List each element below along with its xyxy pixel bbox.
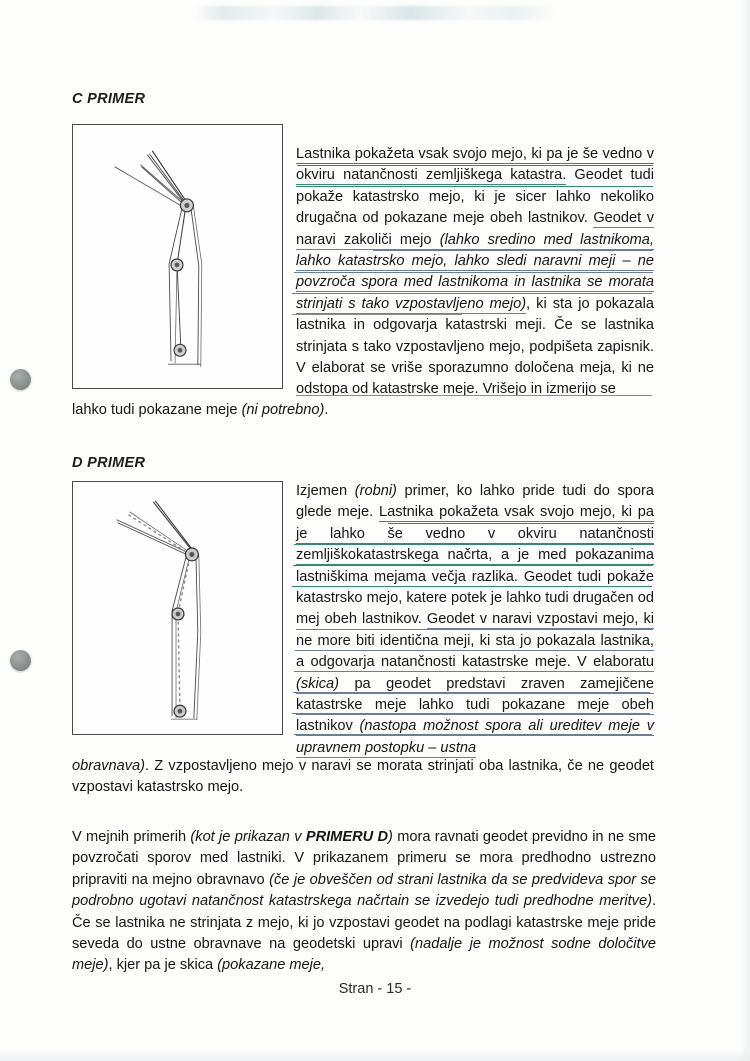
scan-artifact-right-edge	[740, 0, 750, 1061]
section-heading-d: D PRIMER	[72, 455, 146, 471]
section-c-body-text: Lastnika pokažeta vsak svojo mejo, ki pa je še vedno v okviru natančnosti zemljiškega katastra. Geodet tudi pokaže katastrsko mejo, ki je sicer lahko nekoliko drugačna od pokazane meje obeh lastnikov. Geodet v naravi zakoliči mejo (lahko sredino med lastnikoma, lahko katastrsko mejo, lahko sledi naravni meji – ne povzroča spora med lastnikoma in lastnika se morata strinjati s tako vzpostavljeno mejo), ki sta jo pokazala lastnika in odgovarja katastrski meji. Če se lastnika strinjata s tako vzpostavljeno mejo, podpišeta zapisnik. V elaborat se vriše sporazumno določena meja, ki ne odstopa od katastrske meje. Vrišejo in izmerijo se	[296, 146, 654, 398]
section-d-tail-text: obravnava). Z vzpostavljeno mejo v naravi se morata strinjati oba lastnika, če ne geodet vzpostavi katastrsko mejo.	[72, 758, 654, 796]
section-heading-c: C PRIMER	[72, 91, 146, 107]
section-d-body-text: Izjemen (robni) primer, ko lahko pride tudi do spora glede meje. Lastnika pokažeta vsak svojo mejo, ki pa je lahko še vedno v okviru natančnosti zemljiškokatastrskega načrta, a je med pokazanima lastniškima mejama večja razlika. Geodet tudi pokaže katastrsko mejo, katere potek je lahko tudi drugačen od mej obeh lastnikov. Geodet v naravi vzpostavi mejo, ki ne more biti identična meji, ki sta jo pokazala lastnika, a odgovarja natančnosti katastrske meje. V elaboratu (skica) pa geodet predstavi zraven zamejičene katastrske meje lahko tudi pokazane meje obeh lastnikov (nastopa možnost spora ali ureditev meje v upravnem postopku – ustna	[296, 483, 655, 756]
page-footer: Stran - 15 -	[338, 981, 412, 997]
boundary-sketch-d	[72, 481, 283, 735]
binder-punch-hole	[10, 650, 31, 671]
boundary-sketch-c	[72, 124, 283, 389]
section-c-tail-text: lahko tudi pokazane meje (ni potrebno).	[72, 402, 329, 418]
scan-artifact-top	[195, 6, 555, 20]
closing-paragraph: V mejnih primerih (kot je prikazan v PRIMERU D) mora ravnati geodet previdno in ne sme povzročati sporov med lastniki. V prikazanem primeru se mora predhodno ustrezno pripraviti na mejno obravnavo (če je obveščen od strani lastnika da se predvideva spor se podrobno ugotavi natančnost katastrskega načrtain se izvedejo tudi predhodne meritve). Če se lastnika ne strinjata z mejo, ki jo vzpostavi geodet na podlagi katastrske meje pride seveda do ustne obravnave na geodetski upravi (nadalje je možnost sodne določitve meje), kjer pa je skica (pokazane meje,	[72, 829, 657, 974]
scan-artifact-bottom-edge	[0, 1049, 750, 1061]
binder-punch-hole	[10, 369, 31, 390]
